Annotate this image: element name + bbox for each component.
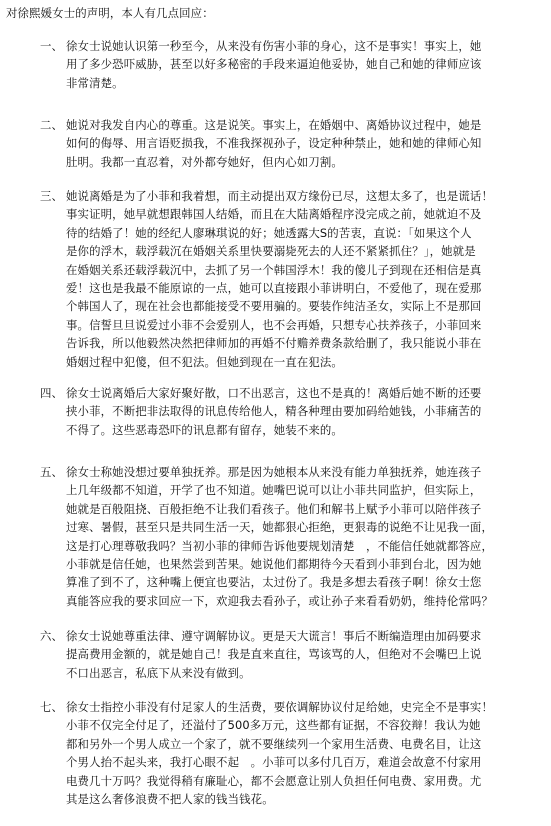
item-text: 徐女士说她尊重法律、遵守调解协议。更是天大谎言！事后不断编造理由加码要求 提高费用金额的，就是她自己！我是直来直往，骂该骂的人，但绝对不会嘴巴上说 不口出恶言，私底下从来没有做到。 — [66, 629, 482, 680]
statement-item-2 — [40, 116, 540, 171]
item-text: 她说离婚是为了小菲和我着想，而主动提出双方缘份已尽，这想太多了，也是谎话！ 事实证明，她早就想跟韩国人结婚，而且在大陆离婚程序没完成之前，她就迫不及 待的结婚了！她的经纪人廖琳琪说的好；她透露大S的苦衷，直说：「如果这个人 是你的浮木，载浮载沉在婚姻关系里快要溺毙死去的人还不紧紧抓住？」，她就是 在婚姻关系还载浮载沉中，去抓了另一个韩国浮木！我的傻儿子到现在还相信是真 爱！这也是我最不能原谅的一点，她可以直接跟小菲讲明白，不爱他了，现在爱那 个韩国人了，现在社会也都能接受不要用骗的。要装作纯洁圣女，实际上不是那回 事。信誓旦旦说爱过小菲不会爱别人，也不会再婚，只想专心扶养孩子，小菲回来 告诉我，所以他毅然决然把律师加的再婚不付赡养费条款给删了，我只能说小菲在 婚姻过程中犯傻，但不犯法。但她到现在一直在犯法。 — [66, 189, 494, 369]
item-text: 她说对我发自内心的尊重。这是说笑。事实上，在婚姻中、离婚协议过程中，她是 如何的侮辱、用言语贬损我，不准我探视孙子，设定种种禁止，她和她的律师心知 肚明。我都一直忍着，对外都夸她好，但内心如刀割。 — [66, 118, 482, 169]
statement-item-4 — [40, 384, 540, 439]
item-text: 徐女士说离婚后大家好聚好散，口不出恶言，这也不是真的！离婚后她不断的还要 挟小菲，不断把非法取得的讯息传给他人，精各种理由要加码给她钱，小菲痛苦的 不得了。这些恶毒恐吓的讯息都有留存，她装不来的。 — [66, 386, 482, 437]
statement-item-1 — [40, 37, 540, 92]
item-number: 五、 — [40, 465, 64, 479]
statement-item-6 — [40, 627, 540, 682]
item-number: 一、 — [40, 39, 64, 53]
item-number: 四、 — [40, 386, 64, 400]
item-text: 徐女士说她认识第一秒至今，从来没有伤害小菲的身心，这不是事实！事实上，她 用了多少恐吓威胁，甚至以好多秘密的手段来逼迫他妥协，她自己和她的律师应该 非常清楚。 — [66, 39, 482, 90]
item-text: 徐女士称她没想过要单独抚养。那是因为她根本从来没有能力单独抚养，她连孩子 上几年级都不知道，开学了也不知道。她嘴巴说可以让小菲共同监护，但实际上， 她就是百般阻挠、百般拒绝不让我们看孩子。他们和解书上赋予小菲可以陪伴孩子 过寒、暑假，甚至只是共同生活一天，她都狠心拒绝，更狠毒的说绝不让见我一面， 这是打心理尊敬我吗？当初小菲的律师告诉他要规划清楚 ，不能信任她就都答应， 小菲就是信任她，也果然尝到苦果。她说他们都期待今天看到小菲到台北，因为她 算准了到不了，这种嘴上便宜也要沾，太过份了。我是多想去看孩子啊！徐女士您 真能答应我的要求回应一下，欢迎我去看孙子，或让孙子来看看奶奶，维持伦常吗？ — [66, 465, 494, 608]
item-text: 徐女士指控小菲没有付足家人的生活费，要依调解协议付足给她，史完全不是事实！ 小菲不仅完全付足了，还溢付了500多万元，这些都有证据，不容狡辩！我认为她 都和另外一个男人成立一个家了，就不要继续列一个家用生活费、电费名目，让这 个男人抬不起头来，我打心眼不起 。小菲可以多付几百万，难道会故意不付家用 电费几十万吗？我觉得稍有廉耻心，都不会愿意让别人负担任何电费、家用费。尤 其是这么奢侈浪费不把人家的钱当钱花。 — [66, 700, 494, 807]
statement-item-7 — [40, 698, 540, 808]
item-number: 七、 — [40, 700, 64, 714]
intro-line: 对徐熙媛女士的声明，本人有几点回应： — [6, 6, 214, 20]
statement-item-3 — [40, 187, 540, 371]
item-number: 六、 — [40, 629, 64, 643]
item-number: 三、 — [40, 189, 64, 203]
item-number: 二、 — [40, 118, 64, 132]
statement-item-5 — [40, 463, 540, 610]
